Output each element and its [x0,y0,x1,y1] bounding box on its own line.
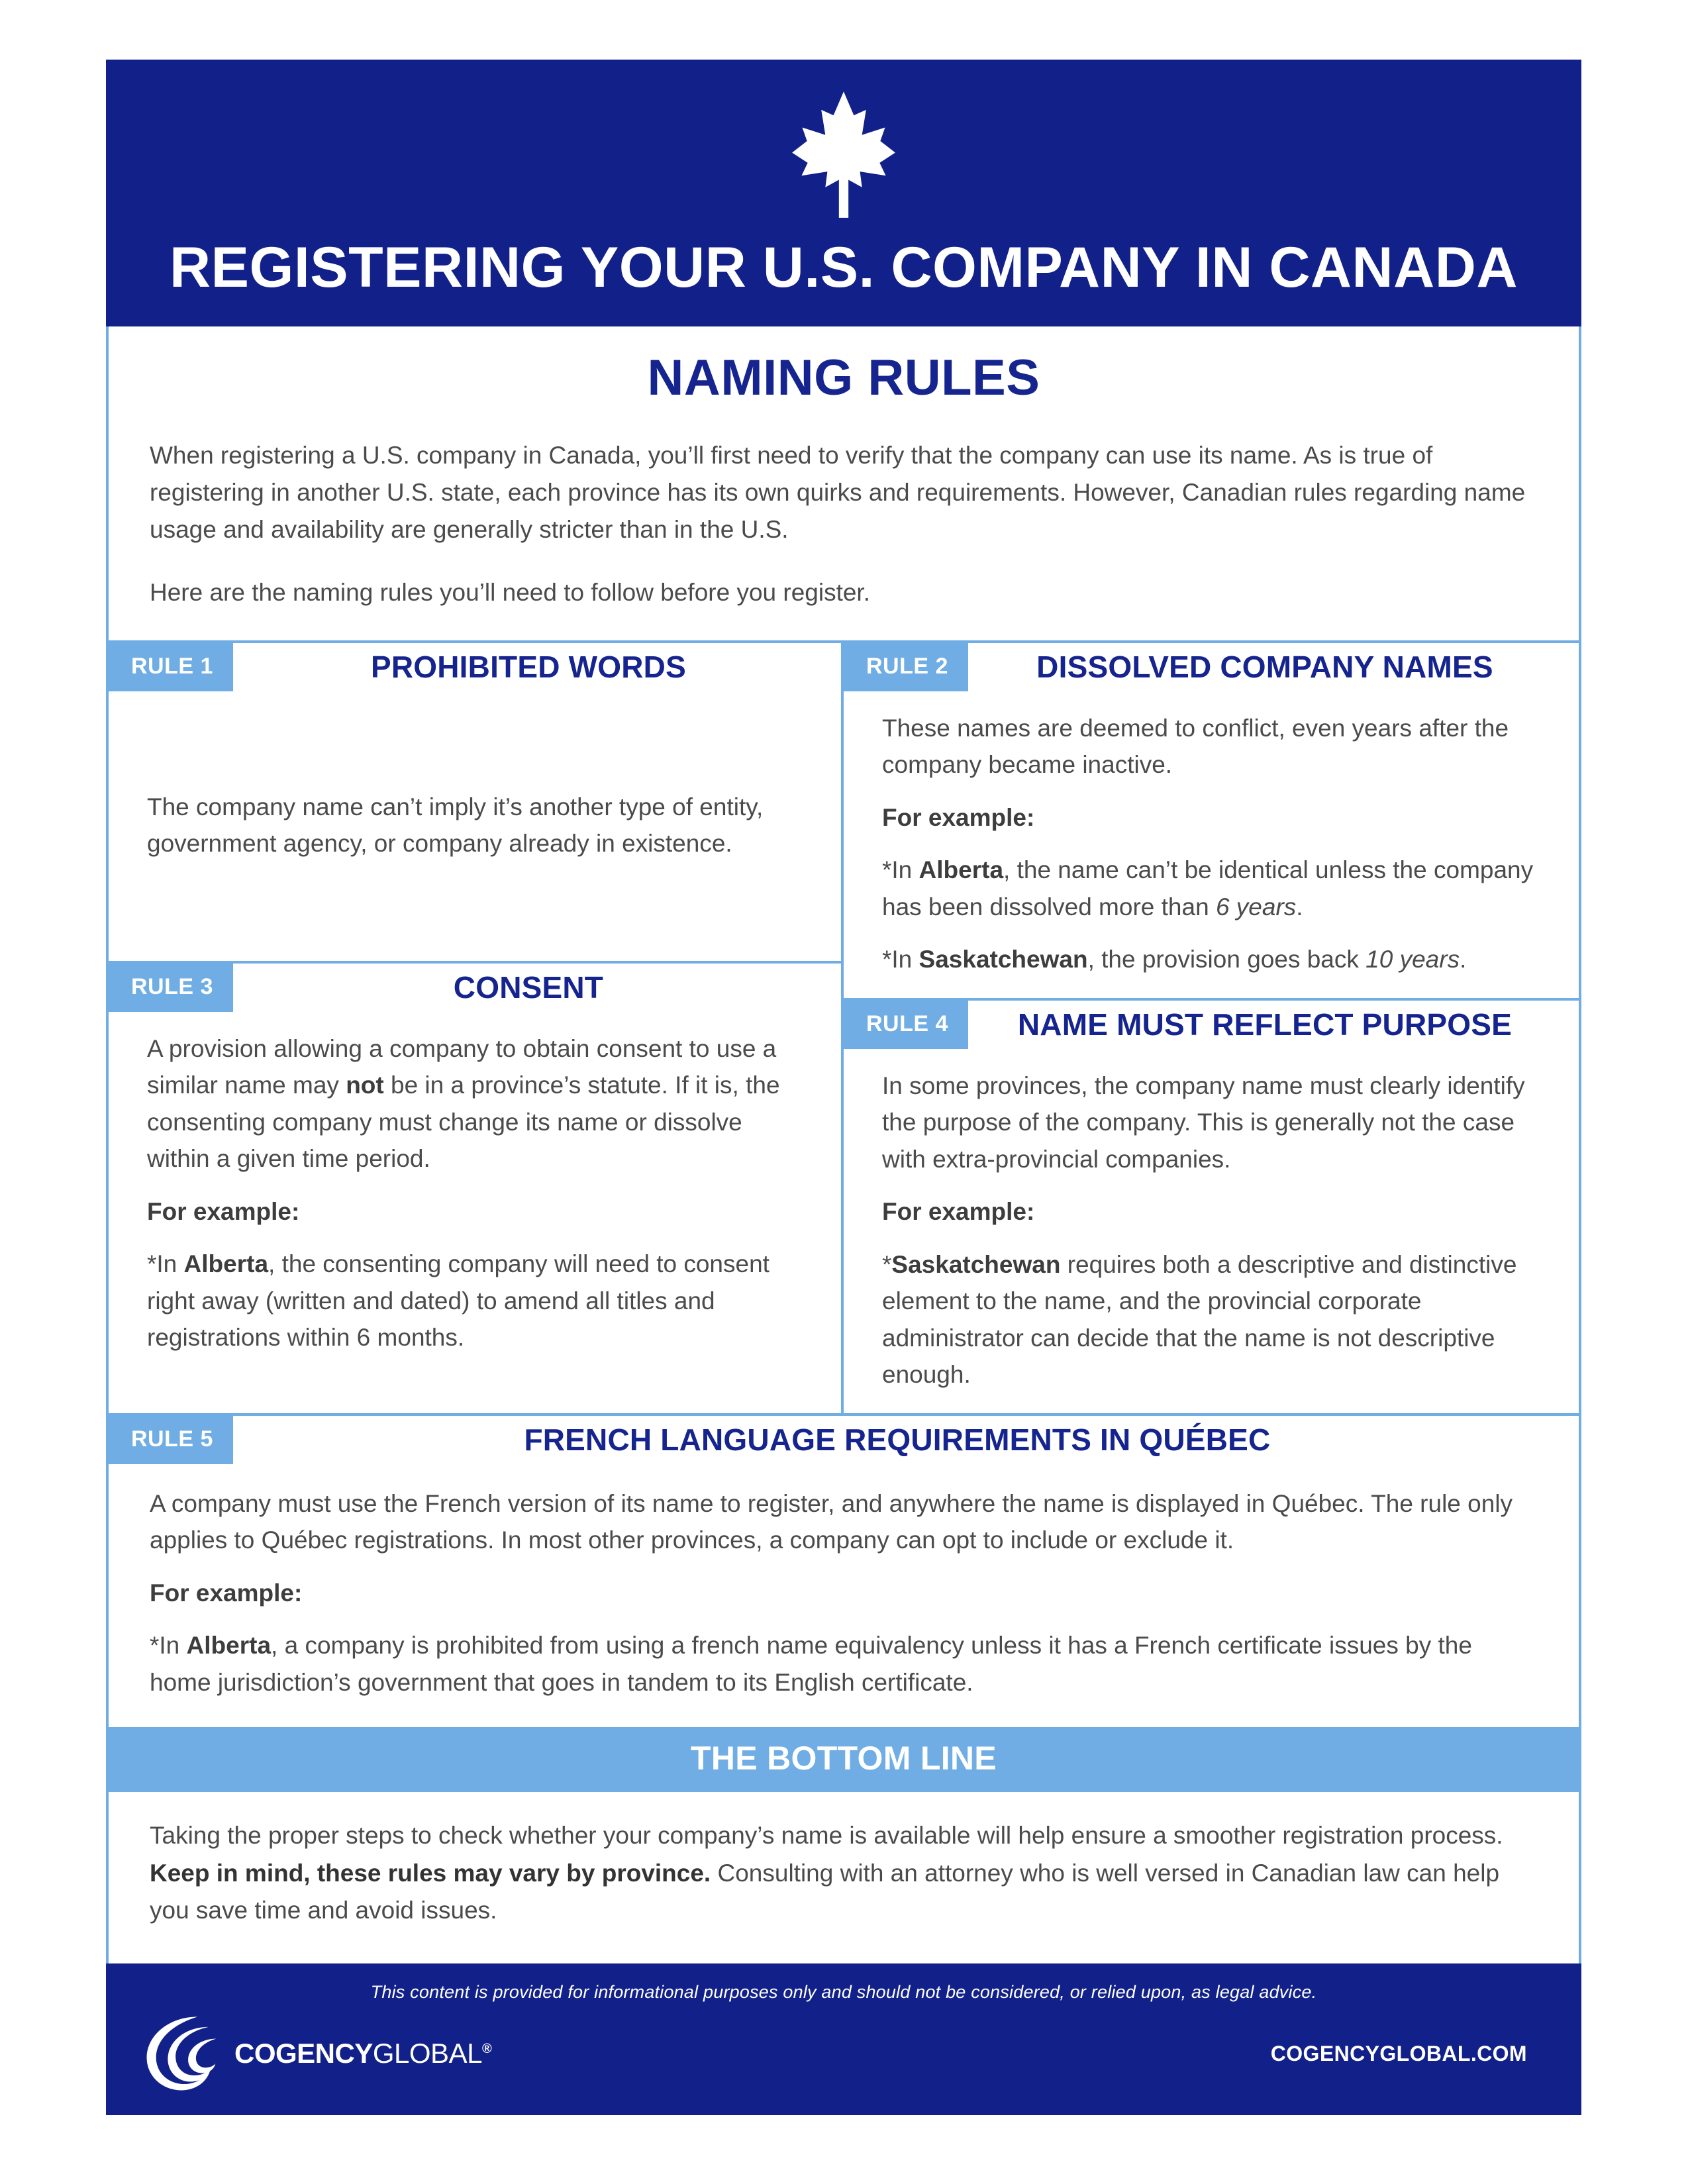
bottom-line-pre: Taking the proper steps to check whether your company’s name is available will help ensure a smoother registration process. [150,1822,1503,1850]
rule-5-example-1 [150,1627,1538,1701]
rule-2-ex2-bold: Saskatchewan [918,946,1088,973]
registered-mark-icon: ® [481,2042,492,2057]
rule-4-ex1-pre: * [882,1250,892,1278]
rule-2-example-2 [882,941,1540,978]
footer-disclaimer: This content is provided for informational purposes only and should not be considered, or relied upon, as legal advice. [370,1982,1317,2003]
rule-5-for-example [150,1575,1538,1612]
rule-3-header [109,964,841,1012]
rule-3-ex1-bold: Alberta [183,1250,269,1278]
logo-word-cogency: COGENCY [234,2038,373,2069]
rule-3-text-bold: not [346,1071,384,1099]
rule-4-ex1-post: requires both a descriptive and distinctive element to the name, and the provincial corporate administrator can decide that the name is not descriptive enough. [882,1250,1517,1389]
rule-2-ex1-italic: 6 years [1215,893,1297,920]
logo-word-global: GLOBAL [372,2038,482,2069]
intro-section [109,326,1579,640]
rule-1-text: The company name can’t imply it’s another type of entity, government agency, or company already in existence. [147,793,764,858]
rule-4-for-example-label: For example: [882,1198,1035,1226]
rule-4-badge: RULE 4 [844,1001,968,1049]
rule-5-badge: RULE 5 [109,1416,233,1464]
rule-3-text-pre: A provision allowing a company to obtain consent to use a similar name may [147,1034,777,1099]
cogency-swirl-icon [144,2014,223,2093]
rule-5-ex1-pre: *In [150,1632,187,1660]
rule-1-body [109,691,841,961]
rules-grid [109,640,1579,1413]
rule-4-text: In some provinces, the company name must clearly identify the purpose of the company. This is generally not the case with extra-provincial companies. [882,1071,1525,1173]
rule-2-ex2-pre: *In [882,946,919,973]
rule-card-1 [109,643,841,961]
rule-3-badge: RULE 3 [109,964,233,1012]
logo-wordmark [234,2038,491,2069]
rules-column-left [109,643,844,1413]
infographic-page [106,60,1581,2115]
rule-2-ex1-post: . [1296,893,1303,920]
rule-2-badge: RULE 2 [844,643,968,691]
rule-4-heading: NAME MUST REFLECT PURPOSE [1017,1007,1513,1042]
rule-4-example-1 [882,1246,1540,1393]
rule-3-ex1-pre: *In [147,1250,184,1278]
rule-3-for-example [147,1193,803,1230]
page-header [106,60,1581,326]
rule-4-body [844,1049,1579,1413]
rule-card-3 [109,961,841,1376]
rule-card-4 [844,998,1579,1413]
cogency-global-logo[interactable] [144,2014,491,2093]
rule-3-example-1 [147,1246,803,1356]
intro-paragraph-2: Here are the naming rules you’ll need to follow before you register. [150,578,870,606]
rule-5-body [109,1464,1579,1728]
rule-2-ex1-mid: , the name can’t be identical unless the company has been dissolved more than [882,856,1534,920]
rule-2-for-example [882,799,1540,836]
rule-5-for-example-label: For example: [150,1579,303,1607]
intro-paragraph-1: When registering a U.S. company in Canada, you’ll first need to verify that the company can use its name. As is true of registering in another U.S. state, each province has its own quirks and requirements. However, Canadian rules regarding name usage and availability are generally stricter than in the U.S. [150,442,1526,544]
rule-4-ex1-bold: Saskatchewan [891,1250,1061,1278]
rule-2-heading: DISSOLVED COMPANY NAMES [1036,650,1493,685]
rule-2-header [844,643,1579,691]
rule-4-for-example [882,1193,1540,1230]
rule-4-header [844,1001,1579,1049]
bottom-line-body [109,1792,1579,1963]
section-title: NAMING RULES [647,350,1040,406]
bottom-line-bold: Keep in mind, these rules may vary by province. [150,1859,711,1887]
rule-2-ex2-post: . [1460,946,1467,973]
rule-3-text [147,1030,803,1177]
rule-2-ex1-bold: Alberta [918,856,1004,884]
page-title: REGISTERING YOUR U.S. COMPANY IN CANADA [170,236,1518,299]
rule-2-ex2-italic: 10 years [1365,946,1460,973]
rule-1-heading: PROHIBITED WORDS [370,650,686,685]
rule-5-heading: FRENCH LANGUAGE REQUIREMENTS IN QUÉBEC [524,1422,1271,1458]
rule-5-ex1-bold: Alberta [186,1632,272,1660]
rule-3-heading: CONSENT [453,970,604,1005]
rule-5-header [109,1416,1579,1464]
rule-3-body [109,1012,841,1376]
bottom-line-band: THE BOTTOM LINE [109,1727,1579,1792]
rule-1-badge: RULE 1 [109,643,233,691]
footer-website-link[interactable]: COGENCYGLOBAL.COM [1270,2041,1527,2065]
rule-2-for-example-label: For example: [882,803,1035,831]
rule-2-body [844,691,1579,998]
bottom-line-text [150,1817,1538,1929]
rule-3-text-post: be in a province’s statute. If it is, the consenting company must change its name or dissolve within a given time period. [147,1071,780,1173]
rule-3-ex1-post: , the consenting company will need to consent right away (written and dated) to amend all titles and registrations within 6 months. [147,1250,770,1352]
rule-2-text: These names are deemed to conflict, even years after the company became inactive. [882,714,1509,779]
rule-2-ex2-mid: , the provision goes back [1087,946,1366,973]
rule-3-for-example-label: For example: [147,1197,300,1225]
rules-column-right [844,643,1579,1413]
body-shell [106,326,1581,1963]
rule-1-header [109,643,841,691]
rule-card-2 [844,643,1579,998]
footer-row [144,2014,1543,2093]
rule-2-ex1-pre: *In [882,856,919,884]
rule-2-example-1 [882,852,1540,925]
maple-leaf-icon [768,86,920,222]
rule-card-5 [109,1413,1579,1728]
rule-5-text: A company must use the French version of its name to register, and anywhere the name is displayed in Québec. The rule only applies to Québec registrations. In most other provinces, a company can opt to include or exclude it. [150,1489,1513,1554]
bottom-line-post: Consulting with an attorney who is well versed in Canadian law can help you save time and avoid issues. [150,1859,1500,1924]
page-footer [106,1963,1581,2115]
rule-5-ex1-post: , a company is prohibited from using a french name equivalency unless it has a French certificate issues by the home jurisdiction’s government that goes in tandem to its English certificate. [150,1632,1472,1696]
